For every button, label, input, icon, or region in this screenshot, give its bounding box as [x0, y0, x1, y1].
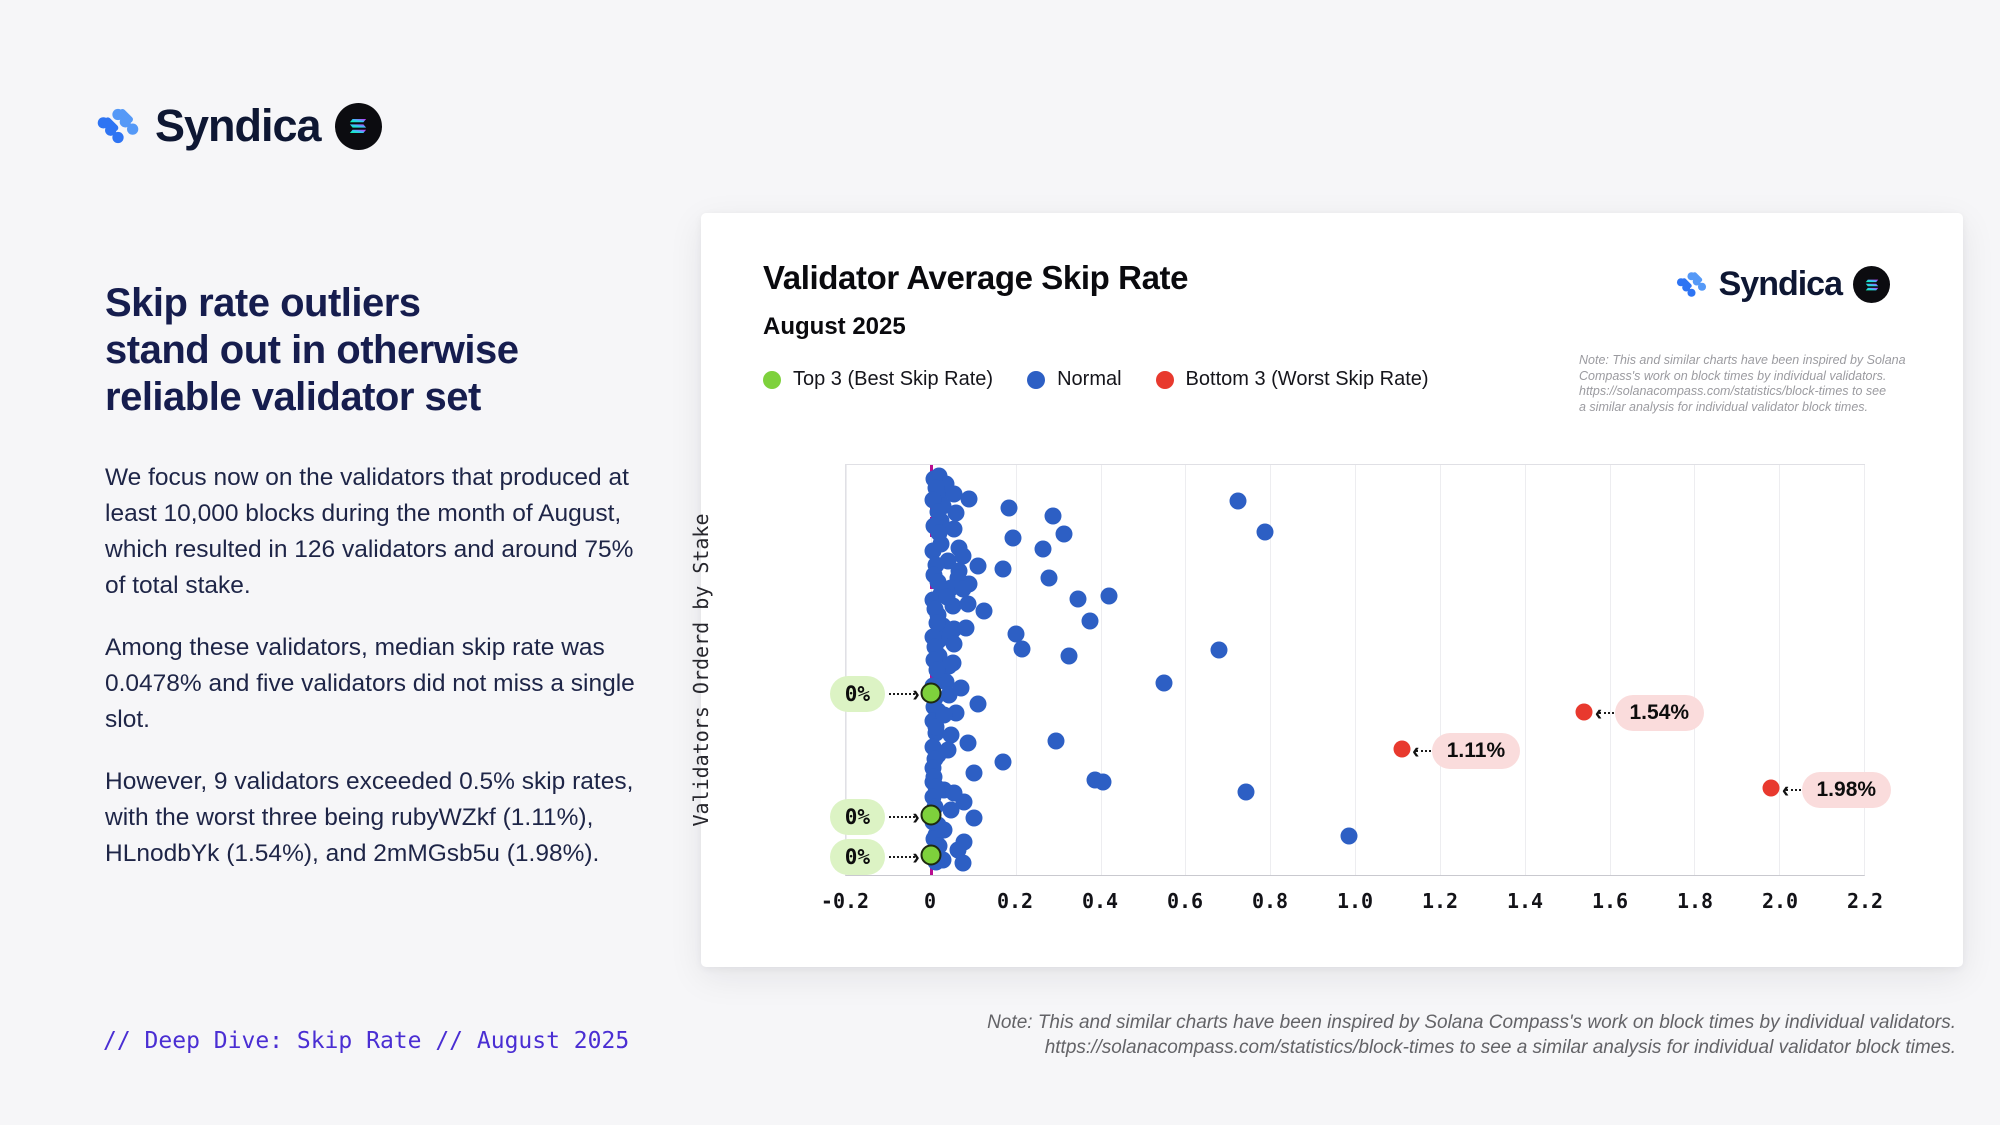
data-point	[1100, 587, 1117, 604]
paragraph: Among these validators, median skip rate was 0.0478% and five validators did not miss a single slot.	[105, 634, 635, 733]
gridline	[1355, 465, 1356, 875]
note-line: Compass's work on block times by individual validators.	[1579, 368, 1887, 383]
gridline	[1694, 465, 1695, 875]
x-tick-label: -0.2	[820, 889, 870, 913]
annotation-pill: 1.54%	[1615, 695, 1705, 731]
data-point	[959, 595, 976, 612]
solana-icon	[345, 113, 371, 139]
solana-badge	[335, 103, 382, 150]
data-point-top3	[920, 805, 941, 826]
data-point	[965, 765, 982, 782]
data-point	[1211, 642, 1228, 659]
data-point	[1014, 640, 1031, 657]
legend-item	[763, 368, 993, 391]
data-point	[1044, 507, 1061, 524]
headline-line: stand out in otherwise	[105, 328, 519, 372]
x-tick-label: 0	[923, 889, 937, 913]
data-point	[954, 855, 971, 872]
headline-line: reliable validator set	[105, 375, 481, 419]
bottom-note	[987, 1010, 1956, 1060]
data-point	[1034, 540, 1051, 557]
annotation-arrow	[889, 693, 915, 695]
gridline	[1525, 465, 1526, 875]
data-point	[938, 589, 955, 606]
data-point	[1060, 647, 1077, 664]
legend-item	[1027, 368, 1121, 391]
data-point	[931, 524, 948, 541]
plot-area: 0% › 0% › 0% › 1.54% ‹ 1.11% ‹ 1.98% ‹	[845, 464, 1865, 876]
data-point	[961, 490, 978, 507]
chart-legend	[763, 368, 1429, 391]
data-point-bottom3	[1762, 780, 1779, 797]
syndica-logo	[95, 100, 382, 152]
data-point	[1082, 612, 1099, 629]
legend-label: Top 3 (Best Skip Rate)	[793, 368, 994, 390]
x-tick-label: 1.6	[1591, 889, 1629, 913]
note-line: Note: This and similar charts have been inspired by Solana	[1579, 353, 1906, 367]
gridline	[1779, 465, 1780, 875]
syndica-wordmark: Syndica	[1718, 265, 1842, 303]
data-point	[1069, 590, 1086, 607]
data-point	[942, 802, 959, 819]
annotation-pill: 0%	[830, 839, 885, 875]
data-point	[959, 735, 976, 752]
x-tick-label: 2.2	[1846, 889, 1884, 913]
annotation-pill: 0%	[830, 799, 885, 835]
data-point	[954, 580, 971, 597]
data-point	[975, 602, 992, 619]
data-point-top3	[920, 683, 941, 704]
syndica-wordmark: Syndica	[155, 100, 321, 151]
body-copy	[105, 460, 645, 898]
gridline	[1016, 465, 1017, 875]
syndica-logo-small	[1675, 265, 1890, 304]
headline-line: Skip rate outliers	[105, 281, 421, 325]
data-point	[994, 754, 1011, 771]
bottom-note-line: Note: This and similar charts have been inspired by Solana Compass's work on block times by individual validators.	[987, 1012, 1956, 1033]
data-point	[1000, 500, 1017, 517]
gridline	[1864, 465, 1865, 875]
x-tick-label: 2.0	[1761, 889, 1799, 913]
x-tick-label: 1.8	[1676, 889, 1714, 913]
data-point-top3	[920, 844, 941, 865]
legend-dot-icon	[763, 371, 781, 389]
legend-dot-icon	[1156, 371, 1174, 389]
paragraph: We focus now on the validators that produced at least 10,000 blocks during the month of August, which resulted in 126 validators and around 75% of total stake.	[105, 464, 634, 599]
chart-title: Validator Average Skip Rate	[763, 259, 1189, 296]
note-line: a similar analysis for individual validator block times.	[1579, 399, 1869, 414]
x-tick-label: 1.4	[1506, 889, 1544, 913]
x-tick-label: 0.2	[996, 889, 1034, 913]
data-point	[1237, 783, 1254, 800]
data-point-bottom3	[1576, 704, 1593, 721]
gridline	[1101, 465, 1102, 875]
data-point	[1256, 524, 1273, 541]
data-point	[1047, 732, 1064, 749]
chart-subtitle: August 2025	[763, 313, 906, 340]
data-point	[948, 505, 965, 522]
data-point	[969, 695, 986, 712]
annotation-arrow	[889, 856, 915, 858]
legend-label: Bottom 3 (Worst Skip Rate)	[1185, 368, 1429, 390]
data-point	[1341, 828, 1358, 845]
gridline	[1440, 465, 1441, 875]
annotation-arrow	[889, 816, 915, 818]
legend-label: Normal	[1057, 368, 1122, 390]
solana-icon	[1862, 275, 1882, 295]
data-point	[935, 707, 952, 724]
legend-item	[1156, 368, 1429, 391]
annotation-pill: 0%	[830, 676, 885, 712]
gridline	[1610, 465, 1611, 875]
x-tick-label: 1.2	[1421, 889, 1459, 913]
data-point	[1004, 529, 1021, 546]
data-point-bottom3	[1393, 741, 1410, 758]
data-point	[928, 662, 945, 679]
paragraph: However, 9 validators exceeded 0.5% skip rates, with the worst three being rubyWZkf (1.11%), HLnodbYk (1.54%), and 2mMGsb5u (1.98%).	[105, 768, 634, 867]
syndica-logo-icon	[95, 103, 141, 149]
note-line: https://solanacompass.com/statistics/block-times to see	[1579, 384, 1887, 398]
x-axis-ticks	[820, 889, 1884, 919]
data-point	[994, 560, 1011, 577]
data-point	[941, 686, 958, 703]
data-point	[1155, 674, 1172, 691]
inspiration-note	[1579, 353, 1919, 415]
x-tick-label: 0.6	[1166, 889, 1204, 913]
page-title	[105, 280, 665, 421]
syndica-logo-icon	[1675, 268, 1708, 301]
data-point	[965, 810, 982, 827]
x-tick-label: 0.4	[1081, 889, 1119, 913]
gridline	[1185, 465, 1186, 875]
data-point	[945, 635, 962, 652]
y-axis-label: Validators Orderd by Stake	[689, 513, 713, 827]
data-point	[1230, 493, 1247, 510]
x-tick-label: 0.8	[1251, 889, 1289, 913]
annotation-pill: 1.11%	[1432, 733, 1520, 769]
x-tick-label: 1.0	[1336, 889, 1374, 913]
legend-dot-icon	[1027, 371, 1045, 389]
data-point	[957, 619, 974, 636]
chart-card	[689, 213, 1963, 967]
data-point	[1040, 569, 1057, 586]
deep-dive-tag: // Deep Dive: Skip Rate // August 2025	[103, 1028, 630, 1054]
annotation-pill: 1.98%	[1802, 772, 1892, 808]
data-point	[1095, 773, 1112, 790]
bottom-note-line: https://solanacompass.com/statistics/block-times to see a similar analysis for individual validator block times.	[1044, 1037, 1956, 1058]
solana-badge	[1853, 266, 1890, 303]
data-point	[969, 557, 986, 574]
data-point	[1055, 525, 1072, 542]
data-point	[945, 520, 962, 537]
